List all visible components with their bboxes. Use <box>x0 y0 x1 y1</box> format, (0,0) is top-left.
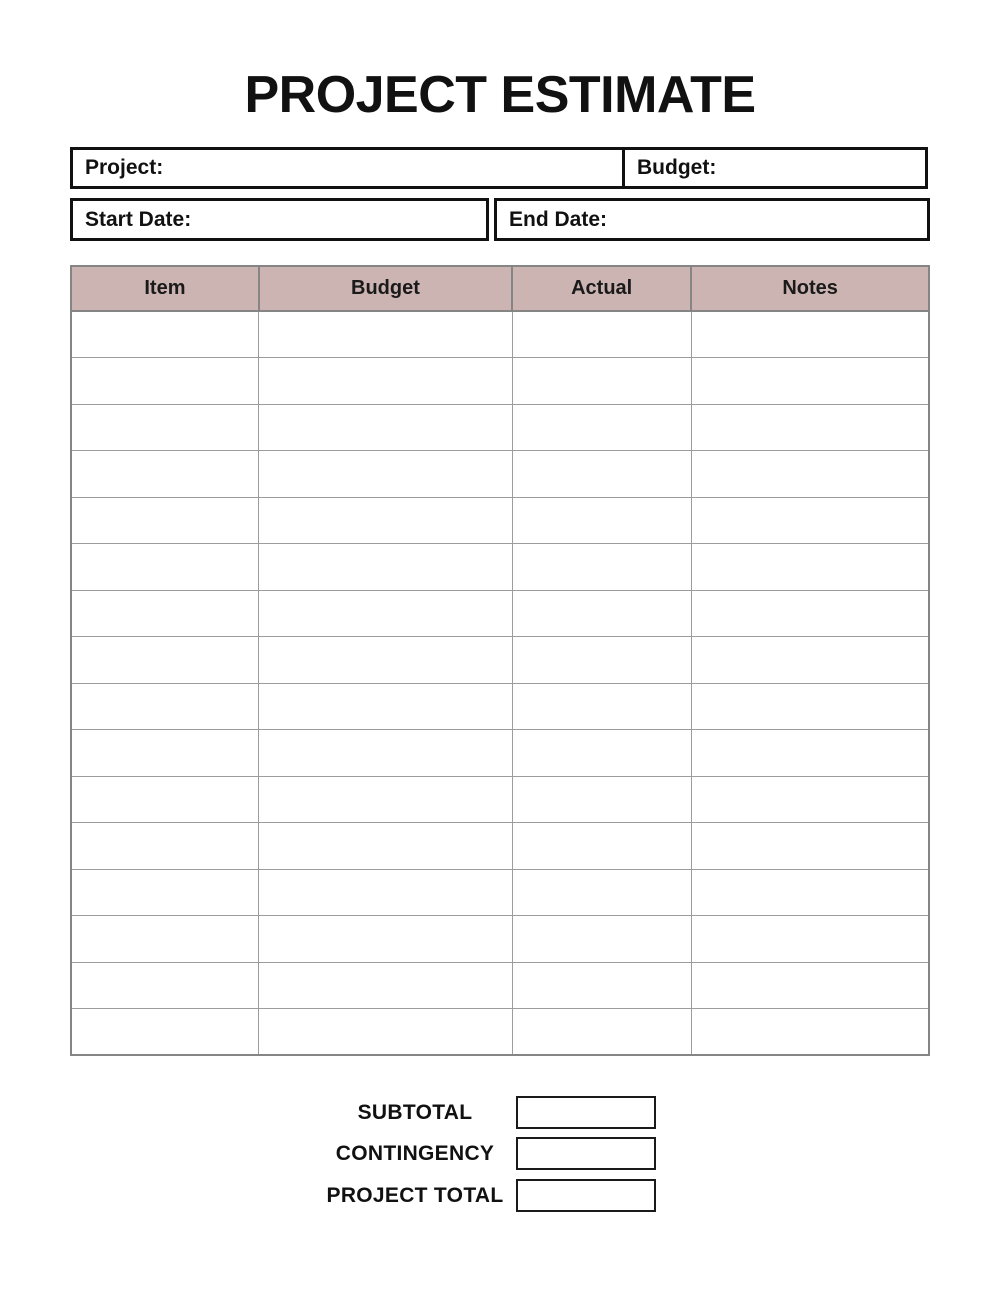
cell-item[interactable] <box>71 497 259 544</box>
estimate-table-container <box>70 265 930 1056</box>
cell-item[interactable] <box>71 590 259 637</box>
table-row <box>71 776 929 823</box>
cell-budget[interactable] <box>259 451 512 498</box>
cell-budget[interactable] <box>259 590 512 637</box>
cell-item[interactable] <box>71 823 259 870</box>
contingency-label: CONTINGENCY <box>335 1141 495 1165</box>
table-row <box>71 962 929 1009</box>
cell-budget[interactable] <box>259 404 512 451</box>
cell-budget[interactable] <box>259 683 512 730</box>
cell-actual[interactable] <box>512 916 691 963</box>
cell-notes[interactable] <box>691 544 929 591</box>
cell-notes[interactable] <box>691 683 929 730</box>
start-date-field[interactable] <box>70 198 489 241</box>
cell-actual[interactable] <box>512 451 691 498</box>
cell-actual[interactable] <box>512 404 691 451</box>
column-header-budget: Budget <box>259 266 512 311</box>
cell-budget[interactable] <box>259 358 512 405</box>
cell-actual[interactable] <box>512 776 691 823</box>
cell-item[interactable] <box>71 683 259 730</box>
cell-budget[interactable] <box>259 544 512 591</box>
cell-notes[interactable] <box>691 962 929 1009</box>
project-field-label: Project: <box>85 156 164 179</box>
end-date-field-value[interactable] <box>607 201 927 238</box>
cell-item[interactable] <box>71 916 259 963</box>
table-row <box>71 544 929 591</box>
column-header-actual: Actual <box>512 266 691 311</box>
cell-budget[interactable] <box>259 869 512 916</box>
table-row <box>71 311 929 358</box>
cell-actual[interactable] <box>512 544 691 591</box>
end-date-field[interactable] <box>494 198 930 241</box>
cell-actual[interactable] <box>512 311 691 358</box>
table-row <box>71 869 929 916</box>
cell-actual[interactable] <box>512 962 691 1009</box>
cell-notes[interactable] <box>691 497 929 544</box>
table-row <box>71 358 929 405</box>
cell-actual[interactable] <box>512 683 691 730</box>
table-row <box>71 916 929 963</box>
cell-budget[interactable] <box>259 497 512 544</box>
cell-actual[interactable] <box>512 637 691 684</box>
budget-field-value[interactable] <box>716 150 925 186</box>
cell-notes[interactable] <box>691 730 929 777</box>
page-title: PROJECT ESTIMATE <box>244 66 756 124</box>
cell-item[interactable] <box>71 637 259 684</box>
end-date-field-label: End Date: <box>509 207 608 231</box>
table-row <box>71 497 929 544</box>
cell-notes[interactable] <box>691 358 929 405</box>
cell-actual[interactable] <box>512 869 691 916</box>
cell-notes[interactable] <box>691 776 929 823</box>
project-total-label: PROJECT TOTAL <box>326 1183 504 1207</box>
column-header-item: Item <box>71 266 259 311</box>
cell-budget[interactable] <box>259 823 512 870</box>
cell-item[interactable] <box>71 730 259 777</box>
cell-item[interactable] <box>71 358 259 405</box>
cell-item[interactable] <box>71 869 259 916</box>
table-row <box>71 451 929 498</box>
budget-field-label: Budget: <box>637 156 717 179</box>
cell-budget[interactable] <box>259 962 512 1009</box>
table-row <box>71 823 929 870</box>
cell-budget[interactable] <box>259 776 512 823</box>
table-header-row <box>71 266 929 311</box>
cell-notes[interactable] <box>691 590 929 637</box>
cell-notes[interactable] <box>691 311 929 358</box>
cell-actual[interactable] <box>512 358 691 405</box>
cell-budget[interactable] <box>259 637 512 684</box>
table-row <box>71 590 929 637</box>
table-row <box>71 404 929 451</box>
cell-notes[interactable] <box>691 404 929 451</box>
budget-field[interactable] <box>622 147 928 189</box>
project-total-value-box[interactable] <box>516 1179 656 1212</box>
table-row <box>71 730 929 777</box>
start-date-field-value[interactable] <box>191 201 486 238</box>
project-field[interactable] <box>70 147 625 189</box>
cell-item[interactable] <box>71 776 259 823</box>
contingency-value-box[interactable] <box>516 1137 656 1170</box>
table-row <box>71 1009 929 1056</box>
column-header-notes: Notes <box>691 266 929 311</box>
cell-item[interactable] <box>71 311 259 358</box>
cell-notes[interactable] <box>691 451 929 498</box>
cell-notes[interactable] <box>691 916 929 963</box>
cell-budget[interactable] <box>259 916 512 963</box>
estimate-table <box>70 265 930 1056</box>
cell-actual[interactable] <box>512 730 691 777</box>
cell-budget[interactable] <box>259 730 512 777</box>
estimate-table-body <box>71 311 929 1055</box>
cell-notes[interactable] <box>691 1009 929 1056</box>
cell-actual[interactable] <box>512 823 691 870</box>
subtotal-value-box[interactable] <box>516 1096 656 1129</box>
subtotal-label: SUBTOTAL <box>357 1100 473 1124</box>
cell-actual[interactable] <box>512 497 691 544</box>
cell-item[interactable] <box>71 1009 259 1056</box>
cell-notes[interactable] <box>691 637 929 684</box>
cell-actual[interactable] <box>512 1009 691 1056</box>
cell-actual[interactable] <box>512 590 691 637</box>
cell-item[interactable] <box>71 404 259 451</box>
cell-item[interactable] <box>71 544 259 591</box>
start-date-field-label: Start Date: <box>85 207 192 231</box>
cell-notes[interactable] <box>691 869 929 916</box>
cell-item[interactable] <box>71 451 259 498</box>
project-field-value[interactable] <box>163 150 622 186</box>
cell-budget[interactable] <box>259 1009 512 1056</box>
table-row <box>71 637 929 684</box>
cell-item[interactable] <box>71 962 259 1009</box>
cell-notes[interactable] <box>691 823 929 870</box>
cell-budget[interactable] <box>259 311 512 358</box>
table-row <box>71 683 929 730</box>
